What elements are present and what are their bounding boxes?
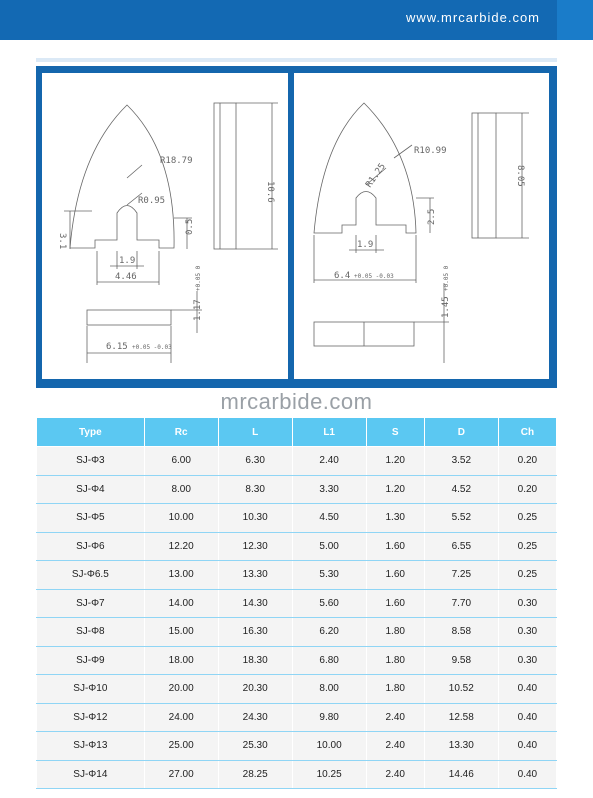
cell-l: 14.30	[218, 589, 292, 618]
cell-ch: 0.30	[498, 646, 556, 675]
dim-3-1: 3.1	[57, 233, 67, 250]
cell-l: 12.30	[218, 532, 292, 561]
dim-6-15-tol: +0.05 -0.03	[132, 344, 172, 351]
cell-s: 1.80	[366, 618, 424, 647]
drawing-frame	[36, 66, 557, 388]
cell-rc: 8.00	[144, 475, 218, 504]
cell-type: SJ-Φ3	[37, 447, 145, 476]
cell-ch: 0.25	[498, 561, 556, 590]
cell-ch: 0.40	[498, 703, 556, 732]
cell-l: 25.30	[218, 732, 292, 761]
cell-rc: 10.00	[144, 504, 218, 533]
table-row	[37, 561, 557, 590]
cell-l: 18.30	[218, 646, 292, 675]
drawing-right-svg	[294, 73, 549, 379]
cell-rc: 6.00	[144, 447, 218, 476]
table-header-row	[37, 418, 557, 447]
cell-type: SJ-Φ8	[37, 618, 145, 647]
cell-ch: 0.20	[498, 447, 556, 476]
cell-s: 1.60	[366, 532, 424, 561]
header-type: Type	[37, 418, 145, 447]
cell-d: 4.52	[424, 475, 498, 504]
table-row	[37, 618, 557, 647]
cell-rc: 25.00	[144, 732, 218, 761]
table-row	[37, 504, 557, 533]
cell-type: SJ-Φ6	[37, 532, 145, 561]
watermark: mrcarbide.com	[220, 389, 373, 414]
cell-s: 2.40	[366, 732, 424, 761]
table-row	[37, 675, 557, 704]
cell-l1: 10.25	[292, 760, 366, 789]
header-ch: Ch	[498, 418, 556, 447]
cell-rc: 20.00	[144, 675, 218, 704]
cell-l1: 3.30	[292, 475, 366, 504]
cell-d: 10.52	[424, 675, 498, 704]
table-row	[37, 646, 557, 675]
header-rc: Rc	[144, 418, 218, 447]
cell-l1: 6.20	[292, 618, 366, 647]
dim-6-15: 6.15	[106, 342, 128, 352]
cell-ch: 0.25	[498, 532, 556, 561]
dim-0-5: 0.5	[185, 218, 195, 235]
cell-l1: 5.30	[292, 561, 366, 590]
drawing-right	[294, 73, 549, 379]
table-row	[37, 532, 557, 561]
cell-rc: 13.00	[144, 561, 218, 590]
cell-d: 7.70	[424, 589, 498, 618]
cell-rc: 24.00	[144, 703, 218, 732]
cell-ch: 0.40	[498, 732, 556, 761]
dim-6-4-tol: +0.05 -0.03	[354, 273, 394, 280]
cell-l1: 8.00	[292, 675, 366, 704]
cell-type: SJ-Φ10	[37, 675, 145, 704]
header-accent	[557, 0, 593, 40]
cell-l: 10.30	[218, 504, 292, 533]
cell-l1: 5.60	[292, 589, 366, 618]
cell-ch: 0.20	[498, 475, 556, 504]
header-d: D	[424, 418, 498, 447]
cell-l1: 2.40	[292, 447, 366, 476]
table-row	[37, 475, 557, 504]
cell-s: 1.20	[366, 475, 424, 504]
dim-4-46: 4.46	[115, 272, 137, 282]
header-s: S	[366, 418, 424, 447]
dim-r-outer: R18.79	[160, 156, 193, 166]
cell-s: 1.80	[366, 675, 424, 704]
table-row	[37, 703, 557, 732]
table-row	[37, 447, 557, 476]
cell-d: 3.52	[424, 447, 498, 476]
cell-d: 13.30	[424, 732, 498, 761]
cell-l1: 4.50	[292, 504, 366, 533]
table-row	[37, 732, 557, 761]
cell-type: SJ-Φ4	[37, 475, 145, 504]
cell-d: 14.46	[424, 760, 498, 789]
cell-rc: 27.00	[144, 760, 218, 789]
cell-ch: 0.25	[498, 504, 556, 533]
dim-1-45: 1.45	[441, 296, 451, 318]
dim-height: 8.05	[515, 165, 525, 187]
cell-s: 1.30	[366, 504, 424, 533]
cell-l: 6.30	[218, 447, 292, 476]
cell-rc: 12.20	[144, 532, 218, 561]
drawing-left	[42, 73, 288, 379]
divider	[36, 58, 557, 62]
cell-d: 7.25	[424, 561, 498, 590]
cell-l1: 9.80	[292, 703, 366, 732]
cell-type: SJ-Φ5	[37, 504, 145, 533]
site-url[interactable]: www.mrcarbide.com	[405, 10, 541, 25]
cell-type: SJ-Φ12	[37, 703, 145, 732]
cell-d: 5.52	[424, 504, 498, 533]
dim-r-inner: R1.25	[364, 161, 388, 190]
spec-table	[36, 417, 557, 789]
cell-d: 12.58	[424, 703, 498, 732]
cell-s: 1.80	[366, 646, 424, 675]
cell-l: 24.30	[218, 703, 292, 732]
cell-rc: 15.00	[144, 618, 218, 647]
dim-1-17: 1.17	[193, 299, 203, 321]
cell-l1: 10.00	[292, 732, 366, 761]
cell-ch: 0.40	[498, 760, 556, 789]
cell-l: 20.30	[218, 675, 292, 704]
dim-2-5: 2.5	[427, 208, 437, 225]
dim-1-9: 1.9	[119, 256, 136, 266]
table-row	[37, 589, 557, 618]
dim-r-outer: R10.99	[414, 146, 447, 156]
cell-l: 16.30	[218, 618, 292, 647]
drawing-left-svg	[42, 73, 288, 379]
cell-ch: 0.30	[498, 589, 556, 618]
dim-6-4: 6.4	[334, 271, 351, 281]
cell-ch: 0.40	[498, 675, 556, 704]
cell-d: 8.58	[424, 618, 498, 647]
cell-rc: 14.00	[144, 589, 218, 618]
cell-rc: 18.00	[144, 646, 218, 675]
cell-d: 9.58	[424, 646, 498, 675]
cell-l: 28.25	[218, 760, 292, 789]
cell-l1: 6.80	[292, 646, 366, 675]
dim-1-17-tol: +0.05 0	[195, 265, 202, 291]
table-row	[37, 760, 557, 789]
cell-s: 2.40	[366, 703, 424, 732]
dim-1-9: 1.9	[357, 240, 374, 250]
cell-type: SJ-Φ14	[37, 760, 145, 789]
cell-l: 8.30	[218, 475, 292, 504]
cell-s: 1.20	[366, 447, 424, 476]
header-l1: L1	[292, 418, 366, 447]
header-l: L	[218, 418, 292, 447]
cell-l: 13.30	[218, 561, 292, 590]
dim-r-inner: R0.95	[138, 196, 166, 206]
cell-type: SJ-Φ9	[37, 646, 145, 675]
cell-ch: 0.30	[498, 618, 556, 647]
cell-s: 1.60	[366, 561, 424, 590]
cell-s: 2.40	[366, 760, 424, 789]
dim-1-45-tol: +0.05 0	[443, 265, 450, 291]
cell-d: 6.55	[424, 532, 498, 561]
dim-height: 10.6	[265, 181, 275, 203]
cell-type: SJ-Φ6.5	[37, 561, 145, 590]
cell-l1: 5.00	[292, 532, 366, 561]
cell-type: SJ-Φ7	[37, 589, 145, 618]
cell-type: SJ-Φ13	[37, 732, 145, 761]
cell-s: 1.60	[366, 589, 424, 618]
